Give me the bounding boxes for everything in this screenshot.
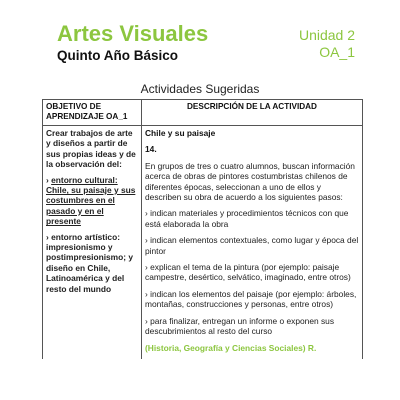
- objective-column-header: OBJETIVO DE APRENDIZAJE OA_1: [43, 100, 142, 126]
- objective-item-cultural-text: entorno cultural: Chile, su paisaje y sus costumbres en el pasado y en el presente: [46, 174, 136, 227]
- table-row: [43, 126, 363, 359]
- objective-item-artistic: › entorno artístico: impresionismo y postimpresionismo; y diseño en Chile, Latinoamérica y del resto del mundo: [46, 231, 134, 294]
- activity-step: › indican materiales y procedimientos técnicos con que está elaborada la obra: [145, 208, 349, 229]
- header-right: [299, 27, 355, 61]
- activity-column-header: DESCRIPCIÓN DE LA ACTIVIDAD: [142, 100, 363, 126]
- activity-cell: [142, 126, 363, 359]
- document-subtitle: Quinto Año Básico: [57, 48, 178, 63]
- objective-cell: [43, 126, 142, 359]
- activity-step: › indican elementos contextuales, como lugar y época del pintor: [145, 235, 359, 256]
- activity-title: Chile y su paisaje: [145, 128, 216, 138]
- objective-intro: Crear trabajos de arte y diseños a partir de sus propias ideas y de la observación del:: [46, 128, 136, 170]
- subject-reference: (Historia, Geografía y Ciencias Sociales) R.: [145, 342, 317, 353]
- activity-description: En grupos de tres o cuatro alumnos, buscan información acerca de obras de pintores costumbristas chilenos de diferentes épocas, seleccionan a uno de ellos y describen su obra de acuerdo a los siguientes pasos:: [145, 160, 355, 203]
- header-left: [57, 22, 208, 64]
- activity-step: › explican el tema de la pintura (por ejemplo: paisaje campestre, desértico, selvático, imaginado, entre otros): [145, 262, 351, 283]
- oa-label: OA_1: [319, 44, 355, 60]
- unit-label: Unidad 2: [298, 27, 355, 43]
- activity-number: 14.: [145, 144, 157, 155]
- objective-item-cultural: [46, 175, 138, 227]
- table-header-row: [43, 100, 363, 126]
- activities-table: [42, 99, 363, 359]
- activity-step: › para finalizar, entregan un informe o exponen sus descubrimientos al resto del curso: [145, 315, 335, 337]
- bullet-glyph: ›: [46, 174, 52, 185]
- section-title: Actividades Sugeridas: [140, 82, 260, 96]
- activity-step: › indican los elementos del paisaje (por ejemplo: árboles, montañas, construcciones y personas, entre otros): [145, 288, 357, 310]
- document-title: Artes Visuales: [57, 21, 209, 46]
